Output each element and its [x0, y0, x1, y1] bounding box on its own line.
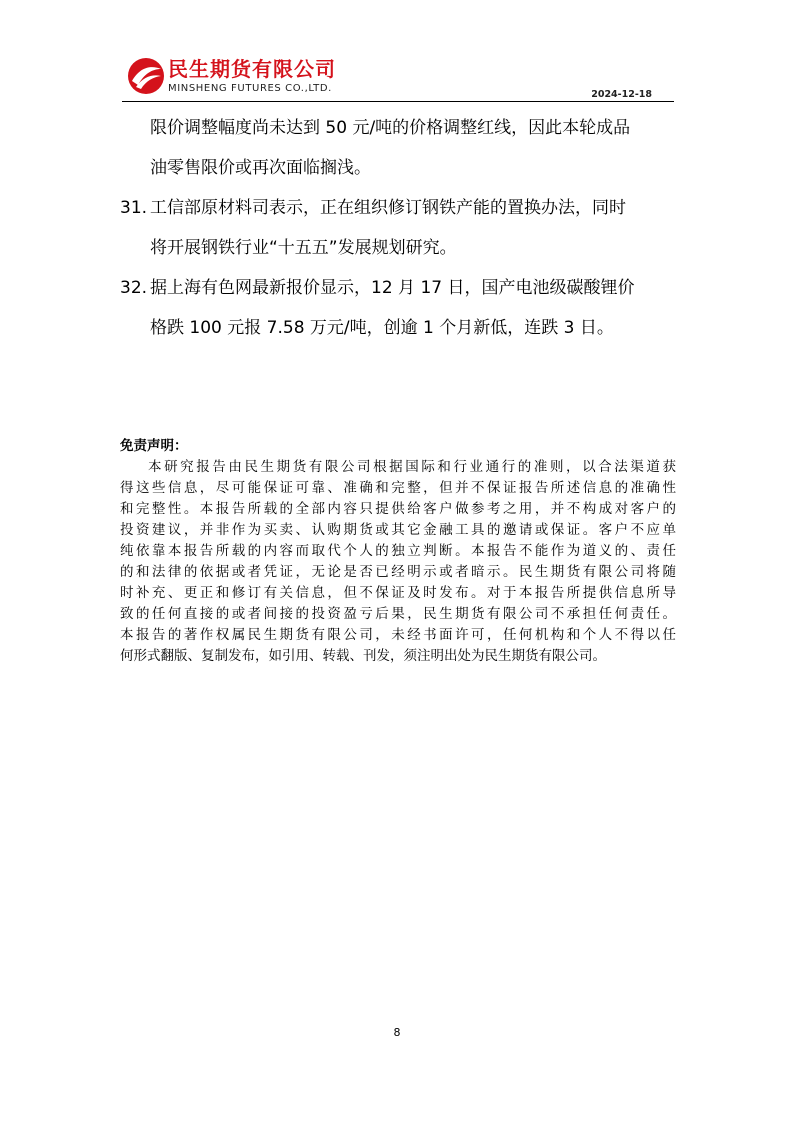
page-number: 8	[393, 1026, 401, 1039]
list-item-31	[120, 188, 680, 228]
page-header	[122, 52, 674, 102]
list-item-line: 将开展钢铁行业“十五五”发展规划研究。	[150, 238, 457, 258]
disclaimer-line: 时补充、更正和修订有关信息，但不保证及时发布。对于本报告所提供信息所导	[120, 585, 676, 601]
disclaimer-line: 的和法律的依据或者凭证，无论是否已经明示或者暗示。民生期货有限公司将随	[120, 564, 676, 580]
list-item-line: 工信部原材料司表示，正在组织修订钢铁产能的置换办法，同时	[150, 198, 626, 218]
disclaimer-title: 免责声明：	[120, 438, 188, 454]
disclaimer-line: 本报告的著作权属民生期货有限公司，未经书面许可，任何机构和个人不得以任	[120, 627, 676, 643]
disclaimer-line: 投资建议，并非作为买卖、认购期货或其它金融工具的邀请或保证。客户不应单	[120, 522, 676, 538]
list-item-line: 限价调整幅度尚未达到 50 元/吨的价格调整红线，因此本轮成品	[150, 118, 631, 138]
list-item-line: 据上海有色网最新报价显示，12 月 17 日，国产电池级碳酸锂价	[150, 278, 635, 298]
list-item-32	[120, 268, 680, 308]
company-name-en: MINSHENG FUTURES CO.,LTD.	[168, 83, 332, 94]
company-name-cn: 民生期货有限公司	[168, 57, 336, 81]
item-number: 32.	[120, 278, 148, 298]
disclaimer-line: 得这些信息，尽可能保证可靠、准确和完整，但并不保证报告所述信息的准确性	[120, 480, 676, 496]
disclaimer-line: 本研究报告由民生期货有限公司根据国际和行业通行的准则，以合法渠道获	[148, 459, 676, 475]
report-date: 2024-12-18	[591, 89, 652, 100]
item-number: 31.	[120, 198, 148, 218]
news-list	[120, 108, 680, 348]
disclaimer-line: 和完整性。本报告所载的全部内容只提供给客户做参考之用，并不构成对客户的	[120, 501, 676, 517]
disclaimer-section	[120, 435, 676, 667]
minsheng-logo-icon	[126, 56, 166, 96]
header-divider	[122, 101, 674, 102]
disclaimer-line: 纯依靠本报告所载的内容而取代个人的独立判断。本报告不能作为道义的、责任	[120, 543, 676, 559]
list-item-line: 格跌 100 元报 7.58 万元/吨，创逾 1 个月新低，连跌 3 日。	[150, 318, 614, 338]
list-item-line: 油零售限价或再次面临搁浅。	[150, 158, 371, 178]
disclaimer-line: 致的任何直接的或者间接的投资盈亏后果，民生期货有限公司不承担任何责任。	[120, 606, 676, 622]
disclaimer-line: 何形式翻版、复制发布，如引用、转载、刊发，须注明出处为民生期货有限公司。	[120, 648, 606, 664]
